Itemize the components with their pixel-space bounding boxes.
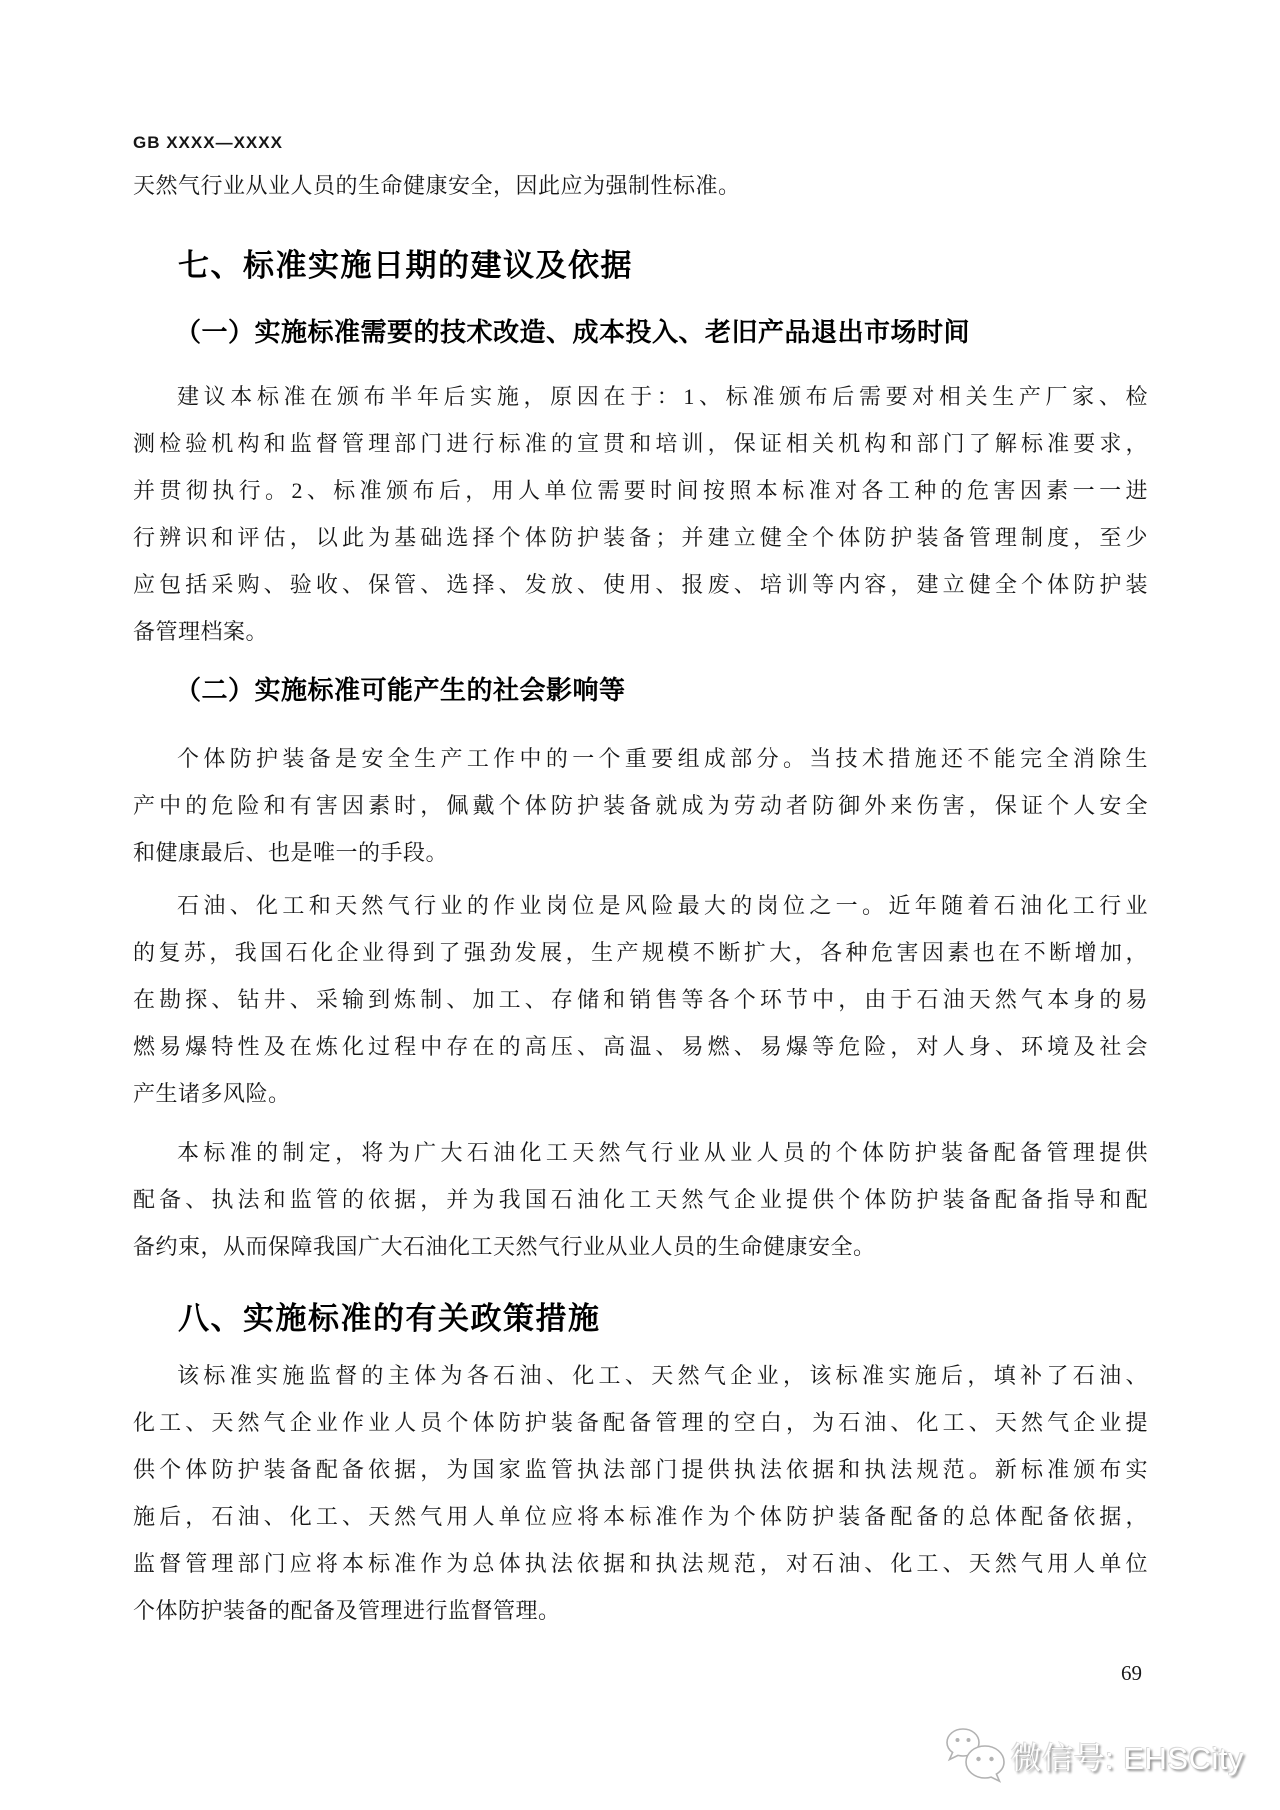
paragraph-line: 应包括采购、验收、保管、选择、发放、使用、报废、培训等内容，建立健全个体防护装 <box>133 572 1148 597</box>
paragraph-line: 在勘探、钻井、采输到炼制、加工、存储和销售等各个环节中，由于石油天然气本身的易 <box>133 987 1148 1012</box>
paragraph-line: 和健康最后、也是唯一的手段。 <box>133 840 449 865</box>
paragraph-line: 个体防护装备是安全生产工作中的一个重要组成部分。当技术措施还不能完全消除生 <box>177 746 1148 771</box>
paragraph-line: 施后，石油、化工、天然气用人单位应将本标准作为个体防护装备配备的总体配备依据， <box>133 1504 1148 1529</box>
section-7-sub-1-heading: （一）实施标准需要的技术改造、成本投入、老旧产品退出市场时间 <box>175 317 971 347</box>
paragraph-2 <box>133 735 1148 876</box>
intro-line: 天然气行业从业人员的生命健康安全，因此应为强制性标准。 <box>133 173 741 198</box>
paragraph-line: 个体防护装备的配备及管理进行监督管理。 <box>133 1598 561 1623</box>
paragraph-line: 化工、天然气企业作业人员个体防护装备配备管理的空白，为石油、化工、天然气企业提 <box>133 1410 1148 1435</box>
paragraph-line: 备管理档案。 <box>133 619 269 644</box>
paragraph-line: 该标准实施监督的主体为各石油、化工、天然气企业，该标准实施后，填补了石油、 <box>177 1363 1148 1388</box>
watermark-label: 微信号: EHSCity <box>1010 1740 1244 1776</box>
paragraph-line: 供个体防护装备配备依据，为国家监管执法部门提供执法依据和执法规范。新标准颁布实 <box>133 1457 1148 1482</box>
paragraph-5 <box>133 1352 1148 1634</box>
paragraph-line: 产生诸多风险。 <box>133 1081 291 1106</box>
paragraph-line: 石油、化工和天然气行业的作业岗位是风险最大的岗位之一。近年随着石油化工行业 <box>177 893 1148 918</box>
paragraph-line: 燃易爆特性及在炼化过程中存在的高压、高温、易燃、易爆等危险，对人身、环境及社会 <box>133 1034 1148 1059</box>
paragraph-line: 行辨识和评估，以此为基础选择个体防护装备；并建立健全个体防护装备管理制度，至少 <box>133 525 1148 550</box>
paragraph-line: 监督管理部门应将本标准作为总体执法依据和执法规范，对石油、化工、天然气用人单位 <box>133 1551 1148 1576</box>
section-7-heading: 七、标准实施日期的建议及依据 <box>178 248 633 283</box>
wechat-icon <box>943 1726 1005 1784</box>
paragraph-4 <box>133 1129 1148 1270</box>
paragraph-line: 本标准的制定，将为广大石油化工天然气行业从业人员的个体防护装备配备管理提供 <box>177 1140 1148 1165</box>
section-7-sub-2-heading: （二）实施标准可能产生的社会影响等 <box>175 675 626 705</box>
paragraph-line: 并贯彻执行。2、标准颁布后，用人单位需要时间按照本标准对各工种的危害因素一一进 <box>133 478 1148 503</box>
paragraph-line: 建议本标准在颁布半年后实施，原因在于：1、标准颁布后需要对相关生产厂家、检 <box>177 384 1148 409</box>
paragraph-line: 配备、执法和监管的依据，并为我国石油化工天然气企业提供个体防护装备配备指导和配 <box>133 1187 1148 1212</box>
section-8-heading: 八、实施标准的有关政策措施 <box>178 1301 601 1336</box>
paragraph-3 <box>133 882 1148 1117</box>
paragraph-line: 备约束，从而保障我国广大石油化工天然气行业从业人员的生命健康安全。 <box>133 1234 876 1259</box>
paragraph-line: 的复苏，我国石化企业得到了强劲发展，生产规模不断扩大，各种危害因素也在不断增加， <box>133 940 1148 965</box>
paragraph-line: 测检验机构和监督管理部门进行标准的宣贯和培训，保证相关机构和部门了解标准要求， <box>133 431 1148 456</box>
standard-code: GB XXXX—XXXX <box>133 133 283 152</box>
paragraph-1 <box>133 373 1148 655</box>
wechat-watermark <box>943 1726 1244 1784</box>
page-number: 69 <box>1121 1661 1142 1685</box>
paragraph-line: 产中的危险和有害因素时，佩戴个体防护装备就成为劳动者防御外来伤害，保证个人安全 <box>133 793 1148 818</box>
